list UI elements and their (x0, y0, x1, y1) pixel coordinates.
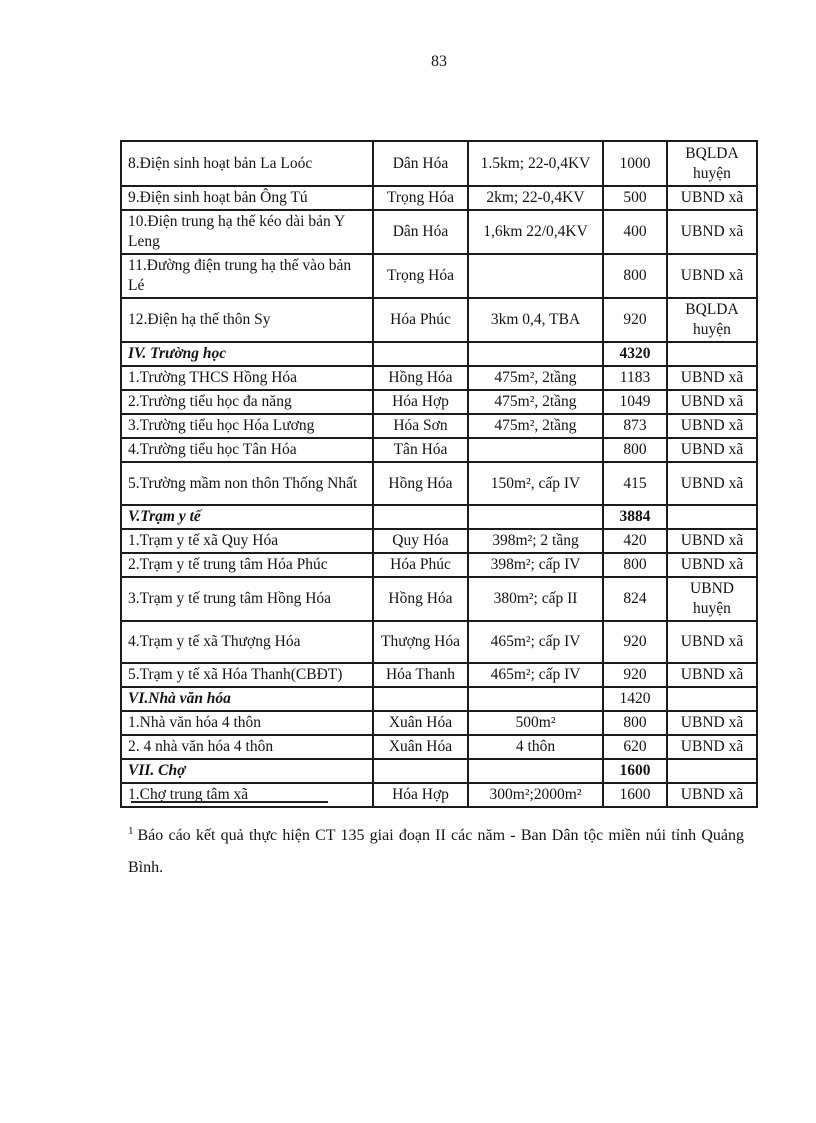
cell-location (373, 759, 468, 783)
cell-item: 4.Trạm y tế xã Thượng Hóa (121, 621, 373, 663)
cell-location (373, 687, 468, 711)
cell-agency: UBND xã (667, 735, 757, 759)
cell-amount: 420 (603, 529, 667, 553)
cell-item: 2. 4 nhà văn hóa 4 thôn (121, 735, 373, 759)
table-row (121, 663, 757, 687)
cell-item: 12.Điện hạ thế thôn Sy (121, 298, 373, 342)
cell-specs: 3km 0,4, TBA (468, 298, 603, 342)
table-row (121, 210, 757, 254)
table-row (121, 186, 757, 210)
cell-amount: 400 (603, 210, 667, 254)
cell-agency: UBND xã (667, 553, 757, 577)
cell-item: VII. Chợ (121, 759, 373, 783)
cell-amount: 1000 (603, 141, 667, 186)
cell-specs: 398m²; cấp IV (468, 553, 603, 577)
cell-item: 3.Trường tiểu học Hóa Lương (121, 414, 373, 438)
cell-agency: UBND xã (667, 783, 757, 807)
table-row (121, 298, 757, 342)
cell-location: Hồng Hóa (373, 577, 468, 621)
cell-specs: 500m² (468, 711, 603, 735)
cell-amount: 800 (603, 438, 667, 462)
infrastructure-table (120, 140, 758, 808)
cell-location: Hóa Phúc (373, 298, 468, 342)
table-row (121, 462, 757, 505)
cell-agency: UBND xã (667, 621, 757, 663)
page-number: 83 (431, 53, 447, 70)
cell-amount: 500 (603, 186, 667, 210)
cell-specs (468, 438, 603, 462)
footnote (128, 820, 744, 884)
cell-specs: 465m²; cấp IV (468, 621, 603, 663)
cell-amount: 920 (603, 298, 667, 342)
section-row (121, 759, 757, 783)
cell-item: 5.Trạm y tế xã Hóa Thanh(CBĐT) (121, 663, 373, 687)
table-row (121, 621, 757, 663)
cell-amount: 415 (603, 462, 667, 505)
cell-location (373, 505, 468, 529)
cell-location: Hóa Thanh (373, 663, 468, 687)
cell-item: 11.Đường điện trung hạ thế vào bản Lé (121, 254, 373, 298)
cell-item: 8.Điện sinh hoạt bản La Loóc (121, 141, 373, 186)
cell-location: Hóa Hợp (373, 390, 468, 414)
cell-amount: 824 (603, 577, 667, 621)
cell-amount: 1600 (603, 759, 667, 783)
cell-item: 3.Trạm y tế trung tâm Hồng Hóa (121, 577, 373, 621)
cell-location: Trọng Hóa (373, 186, 468, 210)
cell-agency: UBND huyện (667, 577, 757, 621)
cell-item: 1.Chợ trung tâm xã (121, 783, 373, 807)
cell-agency: UBND xã (667, 414, 757, 438)
cell-amount: 620 (603, 735, 667, 759)
cell-agency (667, 687, 757, 711)
cell-specs: 475m², 2tầng (468, 414, 603, 438)
cell-agency: UBND xã (667, 210, 757, 254)
cell-item: 1.Trạm y tế xã Quy Hóa (121, 529, 373, 553)
cell-amount: 1420 (603, 687, 667, 711)
cell-specs (468, 759, 603, 783)
cell-specs: 150m², cấp IV (468, 462, 603, 505)
cell-location: Dân Hóa (373, 210, 468, 254)
cell-specs: 300m²;2000m² (468, 783, 603, 807)
cell-amount: 1183 (603, 366, 667, 390)
cell-location: Tân Hóa (373, 438, 468, 462)
cell-item: 10.Điện trung hạ thế kéo dài bản Y Leng (121, 210, 373, 254)
cell-agency (667, 505, 757, 529)
table-row (121, 577, 757, 621)
cell-agency (667, 342, 757, 366)
cell-location: Thượng Hóa (373, 621, 468, 663)
cell-location (373, 342, 468, 366)
cell-specs: 4 thôn (468, 735, 603, 759)
cell-location: Trọng Hóa (373, 254, 468, 298)
cell-item: 4.Trường tiểu học Tân Hóa (121, 438, 373, 462)
cell-amount: 1600 (603, 783, 667, 807)
table-row (121, 783, 757, 807)
cell-specs (468, 687, 603, 711)
cell-item: 9.Điện sinh hoạt bản Ông Tú (121, 186, 373, 210)
cell-location: Hồng Hóa (373, 462, 468, 505)
cell-specs: 380m²; cấp II (468, 577, 603, 621)
table-row (121, 254, 757, 298)
cell-amount: 920 (603, 663, 667, 687)
table-row (121, 735, 757, 759)
footnote-marker: 1 (128, 824, 134, 837)
cell-agency: UBND xã (667, 254, 757, 298)
cell-location: Hóa Hợp (373, 783, 468, 807)
cell-agency (667, 759, 757, 783)
cell-agency: UBND xã (667, 663, 757, 687)
cell-agency: UBND xã (667, 186, 757, 210)
footnote-separator (131, 801, 328, 803)
cell-specs: 475m², 2tầng (468, 390, 603, 414)
cell-location: Dân Hóa (373, 141, 468, 186)
section-row (121, 687, 757, 711)
cell-item: 2.Trường tiểu học đa năng (121, 390, 373, 414)
cell-amount: 873 (603, 414, 667, 438)
cell-specs: 398m²; 2 tầng (468, 529, 603, 553)
cell-agency: UBND xã (667, 462, 757, 505)
cell-item: IV. Trường học (121, 342, 373, 366)
cell-agency: BQLDA huyện (667, 141, 757, 186)
cell-location: Xuân Hóa (373, 735, 468, 759)
cell-amount: 800 (603, 254, 667, 298)
cell-specs (468, 342, 603, 366)
cell-location: Hóa Sơn (373, 414, 468, 438)
table-row (121, 414, 757, 438)
footnote-text: Báo cáo kết quả thực hiện CT 135 giai đoạn II các năm - Ban Dân tộc miền núi tỉnh Quảng Bình. (128, 827, 744, 876)
table-row (121, 553, 757, 577)
cell-amount: 3884 (603, 505, 667, 529)
cell-specs: 465m²; cấp IV (468, 663, 603, 687)
cell-location: Quy Hóa (373, 529, 468, 553)
section-row (121, 342, 757, 366)
cell-location: Xuân Hóa (373, 711, 468, 735)
cell-agency: UBND xã (667, 711, 757, 735)
cell-specs: 1,6km 22/0,4KV (468, 210, 603, 254)
cell-specs: 475m², 2tầng (468, 366, 603, 390)
table-row (121, 438, 757, 462)
cell-item: 2.Trạm y tế trung tâm Hóa Phúc (121, 553, 373, 577)
section-row (121, 505, 757, 529)
cell-agency: UBND xã (667, 390, 757, 414)
table-row (121, 366, 757, 390)
cell-amount: 800 (603, 711, 667, 735)
cell-specs (468, 254, 603, 298)
table-row (121, 390, 757, 414)
cell-specs: 2km; 22-0,4KV (468, 186, 603, 210)
table-row (121, 529, 757, 553)
cell-amount: 800 (603, 553, 667, 577)
cell-agency: UBND xã (667, 438, 757, 462)
cell-item: VI.Nhà văn hóa (121, 687, 373, 711)
cell-item: V.Trạm y tế (121, 505, 373, 529)
table-body (121, 141, 757, 807)
cell-amount: 920 (603, 621, 667, 663)
cell-location: Hóa Phúc (373, 553, 468, 577)
cell-amount: 1049 (603, 390, 667, 414)
cell-agency: UBND xã (667, 529, 757, 553)
cell-agency: BQLDA huyện (667, 298, 757, 342)
cell-specs: 1.5km; 22-0,4KV (468, 141, 603, 186)
cell-item: 5.Trường mầm non thôn Thống Nhất (121, 462, 373, 505)
cell-item: 1.Nhà văn hóa 4 thôn (121, 711, 373, 735)
cell-agency: UBND xã (667, 366, 757, 390)
table-row (121, 141, 757, 186)
cell-specs (468, 505, 603, 529)
cell-location: Hồng Hóa (373, 366, 468, 390)
cell-item: 1.Trường THCS Hồng Hóa (121, 366, 373, 390)
cell-amount: 4320 (603, 342, 667, 366)
table-row (121, 711, 757, 735)
